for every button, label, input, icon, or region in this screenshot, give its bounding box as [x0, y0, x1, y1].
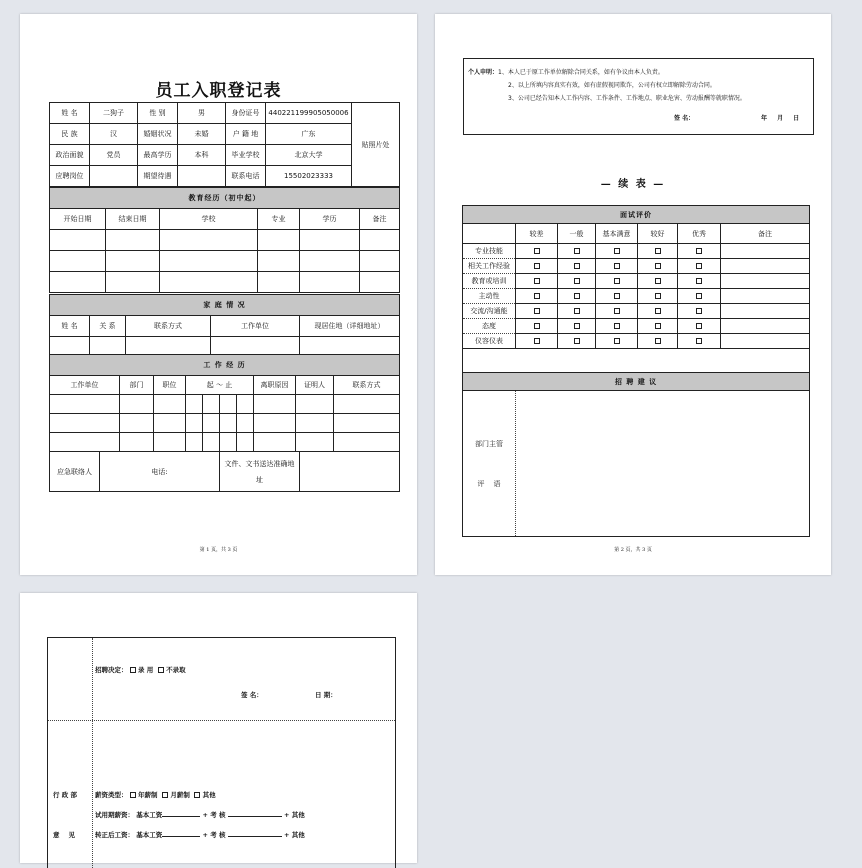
- edu-cell[interactable]: [300, 251, 360, 272]
- marital-field[interactable]: 未婚: [178, 124, 226, 145]
- work-table: [49, 354, 400, 452]
- rating-checkbox[interactable]: [614, 278, 620, 284]
- work-cell[interactable]: [154, 395, 186, 414]
- rating-checkbox[interactable]: [574, 248, 580, 254]
- interview-header-blank: [463, 224, 516, 244]
- family-cell[interactable]: [50, 337, 90, 356]
- interview-item-label: 交流/沟通能: [463, 304, 516, 319]
- probation-row: [95, 810, 305, 819]
- interview-section-title: 面试评价: [463, 206, 810, 224]
- rating-cell: [638, 304, 678, 319]
- work-cell[interactable]: [237, 414, 254, 433]
- work-cell[interactable]: [296, 433, 334, 452]
- rating-cell: [516, 304, 558, 319]
- rating-checkbox[interactable]: [696, 293, 702, 299]
- table-row: [463, 334, 810, 349]
- work-cell[interactable]: [203, 414, 220, 433]
- personal-declaration: [463, 58, 814, 135]
- edu-cell[interactable]: [360, 272, 400, 293]
- declaration-line-3: 3、公司已经告知本人工作内容、工作条件、工作地点、职业危害、劳动报酬等就职情况。: [508, 95, 746, 102]
- political-label: 政治面貌: [50, 145, 90, 166]
- rating-checkbox[interactable]: [655, 263, 661, 269]
- rating-cell: [638, 259, 678, 274]
- rating-cell: [596, 319, 638, 334]
- emergency-contact-label: 应急联络人: [50, 452, 100, 492]
- rating-cell: [558, 319, 596, 334]
- work-cell[interactable]: [334, 414, 400, 433]
- salary-label: 期望待遇: [138, 166, 178, 187]
- regular-assess-field[interactable]: [228, 836, 282, 837]
- rating-col-satisfactory: 基本满意: [596, 224, 638, 244]
- rating-checkbox[interactable]: [696, 263, 702, 269]
- regular-assess-label: + 考 核: [202, 831, 226, 839]
- probation-other-label: + 其他: [284, 811, 305, 819]
- rating-col-note: 备注: [721, 224, 810, 244]
- rating-checkbox[interactable]: [614, 263, 620, 269]
- rating-checkbox[interactable]: [614, 338, 620, 344]
- other-type-label: 其他: [202, 791, 216, 799]
- interview-item-label: 仪容仪表: [463, 334, 516, 349]
- work-cell[interactable]: [154, 433, 186, 452]
- table-row: [50, 414, 400, 433]
- position-label: 应聘岗位: [50, 166, 90, 187]
- interview-item-label: 相关工作经验: [463, 259, 516, 274]
- regular-label: 转正后工资：: [95, 831, 134, 839]
- edu-cell[interactable]: [160, 251, 258, 272]
- ethnic-field[interactable]: 汉: [90, 124, 138, 145]
- family-header-address: 现居住地（详细地址）: [300, 316, 400, 337]
- edu-cell[interactable]: [106, 230, 160, 251]
- marital-label: 婚姻状况: [138, 124, 178, 145]
- page-1: [20, 14, 417, 575]
- regular-base-field[interactable]: [162, 836, 200, 837]
- work-cell[interactable]: [254, 395, 296, 414]
- rating-note-cell[interactable]: [721, 244, 810, 259]
- rating-cell: [678, 334, 721, 349]
- hire-decision: [95, 665, 186, 674]
- rating-checkbox[interactable]: [655, 308, 661, 314]
- probation-label: 试用期薪资：: [95, 811, 134, 819]
- rating-cell: [558, 334, 596, 349]
- rating-cell: [516, 289, 558, 304]
- interview-item-label: 态度: [463, 319, 516, 334]
- dept-comment-label: [463, 391, 516, 537]
- edu-header-school: 学校: [160, 209, 258, 230]
- table-row: [50, 395, 400, 414]
- rating-checkbox[interactable]: [574, 263, 580, 269]
- rating-col-excellent: 优秀: [678, 224, 721, 244]
- work-cell[interactable]: [334, 433, 400, 452]
- dept-label: 部门主管: [475, 439, 503, 448]
- admin-label-1: 行 政 部: [53, 791, 78, 799]
- rating-cell: [558, 244, 596, 259]
- work-cell[interactable]: [154, 414, 186, 433]
- table-row: [463, 319, 810, 334]
- name-label: 姓 名: [50, 103, 90, 124]
- name-field[interactable]: 二狗子: [90, 103, 138, 124]
- rating-checkbox[interactable]: [574, 293, 580, 299]
- education-section-title: 教育经历（初中起）: [50, 188, 400, 209]
- rating-checkbox[interactable]: [655, 338, 661, 344]
- probation-base-label: 基本工资: [136, 811, 163, 819]
- probation-base-field[interactable]: [162, 816, 200, 817]
- interview-item-label: 教育或培训: [463, 274, 516, 289]
- work-cell[interactable]: [186, 414, 203, 433]
- monthly-label: 月薪制: [170, 791, 190, 799]
- rating-cell: [596, 304, 638, 319]
- rating-cell: [516, 334, 558, 349]
- interview-item-label: 专业技能: [463, 244, 516, 259]
- edu-cell[interactable]: [300, 272, 360, 293]
- basic-info-table: [49, 102, 400, 187]
- family-header-contact: 联系方式: [126, 316, 211, 337]
- school-field[interactable]: 北京大学: [266, 145, 352, 166]
- rating-checkbox[interactable]: [574, 308, 580, 314]
- dept-comment-field[interactable]: [516, 391, 810, 537]
- rating-checkbox[interactable]: [655, 293, 661, 299]
- ethnic-label: 民 族: [50, 124, 90, 145]
- rating-cell: [516, 259, 558, 274]
- rating-checkbox[interactable]: [534, 263, 540, 269]
- rating-cell: [596, 244, 638, 259]
- work-cell[interactable]: [220, 433, 237, 452]
- annual-checkbox[interactable]: [130, 792, 136, 798]
- regular-base-label: 基本工资: [136, 831, 163, 839]
- rating-checkbox[interactable]: [696, 248, 702, 254]
- rating-note-cell[interactable]: [721, 259, 810, 274]
- work-cell[interactable]: [120, 414, 154, 433]
- declaration-date-label: 年 月 日: [761, 115, 800, 122]
- work-cell[interactable]: [50, 433, 120, 452]
- work-cell[interactable]: [220, 414, 237, 433]
- work-cell[interactable]: [237, 395, 254, 414]
- rating-cell: [678, 244, 721, 259]
- admin-label-2: 意 见: [53, 831, 76, 839]
- work-cell[interactable]: [254, 433, 296, 452]
- rating-checkbox[interactable]: [614, 293, 620, 299]
- rating-cell: [516, 319, 558, 334]
- work-cell[interactable]: [186, 395, 203, 414]
- work-cell[interactable]: [120, 395, 154, 414]
- reject-label: 不录取: [166, 666, 186, 674]
- gender-field[interactable]: 男: [178, 103, 226, 124]
- edu-cell[interactable]: [258, 230, 300, 251]
- gender-label: 性 别: [138, 103, 178, 124]
- edu-cell[interactable]: [258, 272, 300, 293]
- regular-row: [95, 830, 305, 839]
- work-header-reference: 证明人: [296, 376, 334, 395]
- reject-checkbox[interactable]: [158, 667, 164, 673]
- table-row: [463, 259, 810, 274]
- work-cell[interactable]: [220, 395, 237, 414]
- id-field[interactable]: 440221199905050006: [266, 103, 352, 124]
- edu-field[interactable]: 本科: [178, 145, 226, 166]
- rating-cell: [678, 274, 721, 289]
- p3-date-label: 日 期：: [315, 691, 337, 699]
- rating-cell: [678, 304, 721, 319]
- work-cell[interactable]: [186, 433, 203, 452]
- work-cell[interactable]: [296, 414, 334, 433]
- delivery-address-label-line2: 址: [256, 475, 263, 484]
- edu-cell[interactable]: [360, 230, 400, 251]
- rating-checkbox[interactable]: [696, 338, 702, 344]
- work-cell[interactable]: [50, 414, 120, 433]
- rating-note-cell[interactable]: [721, 289, 810, 304]
- emergency-phone-label: 电话:: [100, 452, 220, 492]
- edu-header-start: 开始日期: [50, 209, 106, 230]
- rating-cell: [638, 274, 678, 289]
- rating-checkbox[interactable]: [655, 278, 661, 284]
- page-number: 第 1 页，共 3 页: [199, 547, 238, 553]
- declaration-sign-label: 签 名：: [674, 115, 695, 122]
- comment-label: 评 语: [477, 479, 501, 488]
- delivery-address-field[interactable]: [300, 452, 400, 492]
- rating-cell: [516, 244, 558, 259]
- work-cell[interactable]: [203, 395, 220, 414]
- hukou-label: 户 籍 地: [226, 124, 266, 145]
- rating-cell: [638, 244, 678, 259]
- family-header-name: 姓 名: [50, 316, 90, 337]
- rating-checkbox[interactable]: [534, 278, 540, 284]
- rating-cell: [558, 259, 596, 274]
- rating-col-good: 较好: [638, 224, 678, 244]
- declaration-label: 个人申明：: [468, 69, 499, 76]
- rating-checkbox[interactable]: [696, 308, 702, 314]
- interview-spacer: [463, 349, 810, 373]
- declaration-line-2: 2、以上所填内容真实有效，如有虚假视同欺诈，公司有权立即解除劳动合同。: [508, 82, 716, 89]
- table-row: [50, 433, 400, 452]
- rating-checkbox[interactable]: [696, 323, 702, 329]
- rating-cell: [596, 259, 638, 274]
- edu-cell[interactable]: [258, 251, 300, 272]
- edu-label: 最高学历: [138, 145, 178, 166]
- phone-label: 联系电话: [226, 166, 266, 187]
- rating-checkbox[interactable]: [614, 323, 620, 329]
- family-table: [49, 294, 400, 356]
- form-title: 员工入职登记表: [155, 81, 282, 101]
- edu-header-major: 专业: [258, 209, 300, 230]
- work-section-title: 工 作 经 历: [50, 355, 400, 376]
- family-section-title: 家 庭 情 况: [50, 295, 400, 316]
- rating-checkbox[interactable]: [534, 308, 540, 314]
- hukou-field[interactable]: 广东: [266, 124, 352, 145]
- edu-cell[interactable]: [106, 272, 160, 293]
- phone-field[interactable]: 15502023333: [266, 166, 352, 187]
- rating-cell: [558, 304, 596, 319]
- edu-header-end: 结束日期: [106, 209, 160, 230]
- continued-title: — 续 表 —: [600, 179, 666, 190]
- table-row: [50, 272, 400, 293]
- edu-cell[interactable]: [160, 272, 258, 293]
- rating-cell: [596, 274, 638, 289]
- work-header-dept: 部门: [120, 376, 154, 395]
- hire-checkbox[interactable]: [130, 667, 136, 673]
- rating-cell: [558, 274, 596, 289]
- rating-col-fair: 一般: [558, 224, 596, 244]
- page-3: [20, 593, 417, 863]
- edu-cell[interactable]: [300, 230, 360, 251]
- work-header-company: 工作单位: [50, 376, 120, 395]
- work-cell[interactable]: [254, 414, 296, 433]
- rating-checkbox[interactable]: [534, 293, 540, 299]
- family-cell[interactable]: [90, 337, 126, 356]
- rating-checkbox[interactable]: [614, 248, 620, 254]
- rating-cell: [596, 289, 638, 304]
- photo-area[interactable]: 贴照片处: [352, 103, 400, 187]
- interview-table: [462, 205, 810, 537]
- position-field[interactable]: [90, 166, 138, 187]
- work-cell[interactable]: [203, 433, 220, 452]
- work-cell[interactable]: [50, 395, 120, 414]
- table-row: [50, 251, 400, 272]
- rating-cell: [678, 289, 721, 304]
- family-cell[interactable]: [126, 337, 211, 356]
- work-cell[interactable]: [296, 395, 334, 414]
- salary-field[interactable]: [178, 166, 226, 187]
- hire-label: 录 用: [138, 666, 154, 674]
- table-row: [463, 274, 810, 289]
- page-2: [435, 14, 831, 575]
- rating-cell: [516, 274, 558, 289]
- delivery-address-label-line1: 文件、文书送达准确地: [224, 459, 295, 468]
- salary-type-row: [95, 790, 216, 799]
- declaration-line-1: 1、本人已于原工作单位解除合同关系，如有争议由本人负责。: [498, 69, 664, 76]
- rating-cell: [678, 319, 721, 334]
- rating-checkbox[interactable]: [574, 323, 580, 329]
- rating-checkbox[interactable]: [574, 338, 580, 344]
- edu-cell[interactable]: [50, 251, 106, 272]
- rating-checkbox[interactable]: [614, 308, 620, 314]
- recommend-section-title: 招 聘 建 议: [463, 373, 810, 391]
- rating-note-cell[interactable]: [721, 274, 810, 289]
- rating-col-poor: 较差: [516, 224, 558, 244]
- political-field[interactable]: 党员: [90, 145, 138, 166]
- rating-checkbox[interactable]: [574, 278, 580, 284]
- edu-cell[interactable]: [360, 251, 400, 272]
- work-cell[interactable]: [334, 395, 400, 414]
- rating-note-cell[interactable]: [721, 319, 810, 334]
- edu-cell[interactable]: [50, 272, 106, 293]
- rating-note-cell[interactable]: [721, 304, 810, 319]
- table-row: [463, 304, 810, 319]
- probation-assess-label: + 考 核: [202, 811, 226, 819]
- work-header-contact: 联系方式: [334, 376, 400, 395]
- rating-cell: [638, 289, 678, 304]
- rating-checkbox[interactable]: [696, 278, 702, 284]
- edu-header-degree: 学历: [300, 209, 360, 230]
- rating-cell: [558, 289, 596, 304]
- family-cell[interactable]: [300, 337, 400, 356]
- decision-label: 招聘决定：: [95, 666, 128, 674]
- table-row: [50, 337, 400, 356]
- work-cell[interactable]: [120, 433, 154, 452]
- work-header-title: 职位: [154, 376, 186, 395]
- rating-cell: [638, 319, 678, 334]
- edu-cell[interactable]: [160, 230, 258, 251]
- annual-label: 年薪制: [138, 791, 158, 799]
- edu-cell[interactable]: [50, 230, 106, 251]
- rating-cell: [678, 259, 721, 274]
- family-cell[interactable]: [211, 337, 300, 356]
- education-table: [49, 187, 400, 293]
- family-header-relation: 关 系: [90, 316, 126, 337]
- rating-cell: [638, 334, 678, 349]
- edu-header-note: 备注: [360, 209, 400, 230]
- emergency-table: [49, 451, 400, 492]
- regular-other-label: + 其他: [284, 831, 305, 839]
- rating-cell: [596, 334, 638, 349]
- school-label: 毕业学校: [226, 145, 266, 166]
- probation-assess-field[interactable]: [228, 816, 282, 817]
- table-row: [463, 244, 810, 259]
- rating-checkbox[interactable]: [534, 323, 540, 329]
- family-header-work: 工作单位: [211, 316, 300, 337]
- work-header-reason: 离职原因: [254, 376, 296, 395]
- salary-type-label: 薪资类型：: [95, 791, 128, 799]
- interview-item-label: 主动性: [463, 289, 516, 304]
- rating-checkbox[interactable]: [534, 338, 540, 344]
- work-cell[interactable]: [237, 433, 254, 452]
- rating-checkbox[interactable]: [534, 248, 540, 254]
- table-row: [463, 289, 810, 304]
- work-header-period: 起 ～ 止: [186, 376, 254, 395]
- monthly-checkbox[interactable]: [162, 792, 168, 798]
- p3-sign-label: 签 名：: [241, 691, 263, 699]
- id-label: 身份证号: [226, 103, 266, 124]
- table-row: [50, 230, 400, 251]
- rating-checkbox[interactable]: [655, 323, 661, 329]
- rating-checkbox[interactable]: [655, 248, 661, 254]
- delivery-address-label: [220, 452, 300, 492]
- other-checkbox[interactable]: [194, 792, 200, 798]
- edu-cell[interactable]: [106, 251, 160, 272]
- rating-note-cell[interactable]: [721, 334, 810, 349]
- page-number: 第 2 页，共 3 页: [614, 547, 652, 553]
